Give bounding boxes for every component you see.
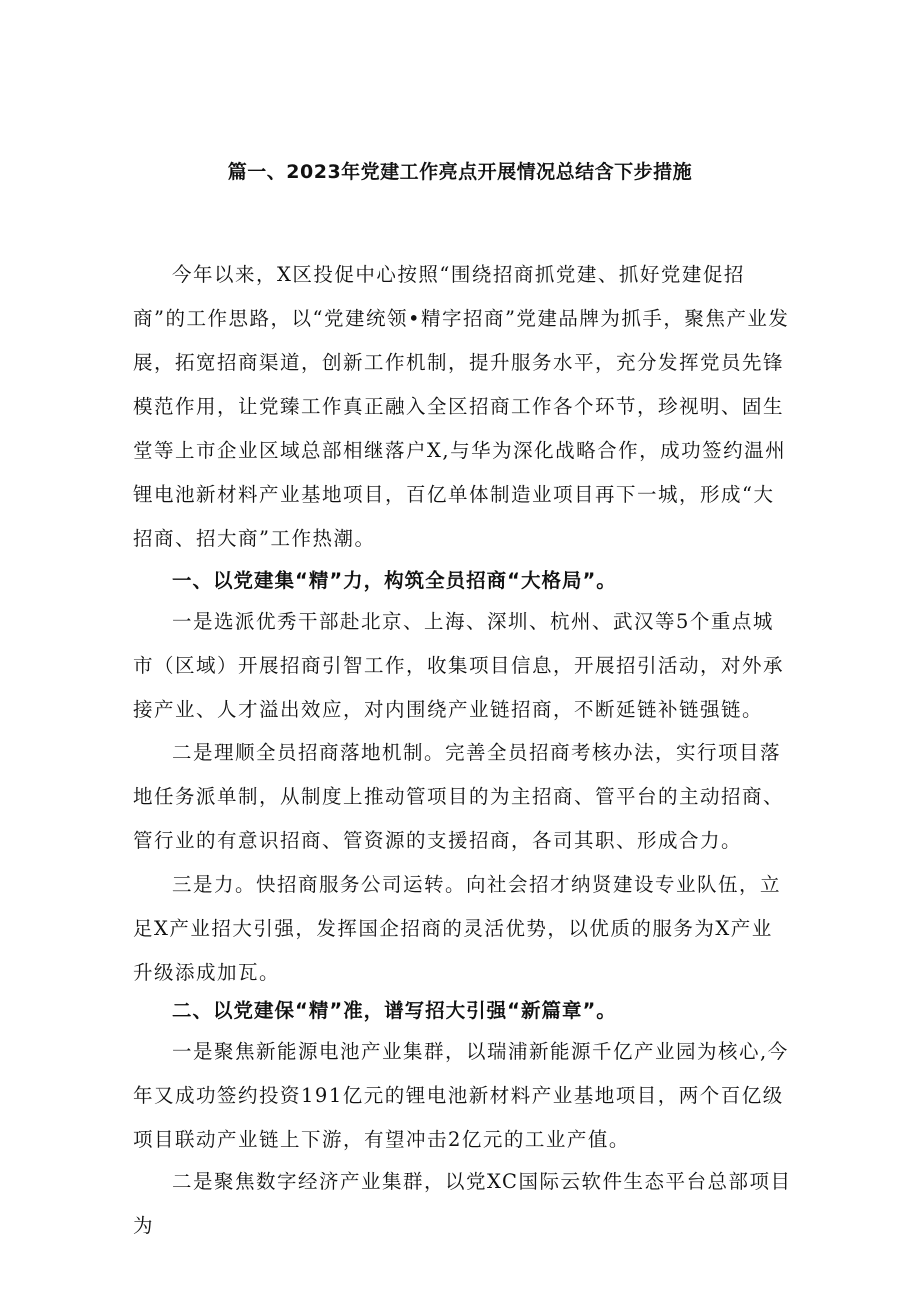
document-title: 篇一、2023年党建工作亮点开展情况总结含下步措施 [227,161,693,183]
section-1-paragraph-3: 三是力。快招商服务公司运转。向社会招才纳贤建设专业队伍，立足X产业招大引强，发挥国企招商的灵活优势，以优质的服务为X产业升级添成加瓦。 [133,873,782,984]
section-1-heading: 一、以党建集“精”力，构筑全员招商“大格局”。 [172,569,617,592]
section-1-paragraph-1: 一是选派优秀干部赴北京、上海、深圳、杭州、武汉等5个重点城市（区域）开展招商引智工作，收集项目信息，开展招引活动，对外承接产业、人才溢出效应，对内围绕产业链招商，不断延链补链强链。 [133,610,785,721]
section-1-paragraph-2: 二是理顺全员招商落地机制。完善全员招商考核办法，实行项目落地任务派单制，从制度上推动管项目的为主招商、管平台的主动招商、管行业的有意识招商、管资源的支援招商，各司其职、形成合力。 [133,741,785,852]
intro-paragraph: 今年以来，X区投促中心按照“围绕招商抓党建、抓好党建促招商”的工作思路，以“党建统领•精字招商”党建品牌为抓手，聚焦产业发展，拓宽招商渠道，创新工作机制，提升服务水平，充分发挥党员先锋模范作用，让党臻工作真正融入全区招商工作各个环节，珍视明、固生堂等上市企业区域总部相继落户X,与华为深化战略合作，成功签约温州锂电池新材料产业基地项目，百亿单体制造业项目再下一城，形成“大招商、招大商”工作热潮。 [133,263,790,550]
section-2-paragraph-2: 二是聚焦数字经济产业集群，以党XC国际云软件生态平台总部项目为 [133,1170,792,1237]
section-2-heading: 二、以党建保“精”准，谱写招大引强“新篇章”。 [172,999,617,1022]
section-2-paragraph-1: 一是聚焦新能源电池产业集群，以瑞浦新能源千亿产业园为核心,今年又成功签约投资191亿元的锂电池新材料产业基地项目，两个百亿级项目联动产业链上下游，有望冲击2亿元的工业产值。 [133,1040,789,1151]
